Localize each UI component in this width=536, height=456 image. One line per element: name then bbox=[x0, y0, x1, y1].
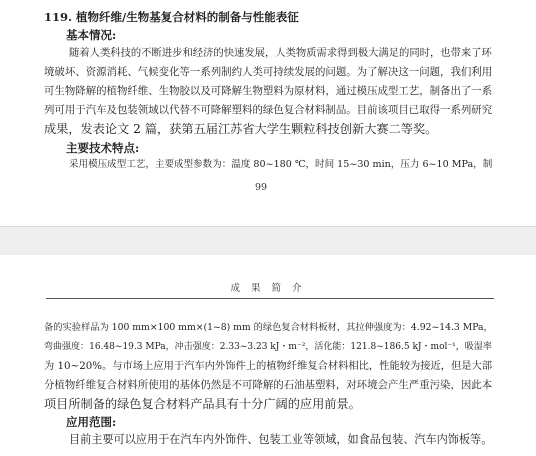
paragraph-line: 随着人类科技的不断进步和经济的快速发展，人类物质需求得到极大满足的同时，也带来了环 bbox=[69, 47, 492, 59]
document-page-bottom bbox=[0, 255, 536, 456]
paragraph-line: 备的实验样品为 100 mm×100 mm×(1~8) mm 的绿色复合材料板材，其拉伸强度为：4.92~14.3 MPa， bbox=[44, 322, 493, 333]
tech-features-heading: 主要技术特点: bbox=[66, 141, 140, 155]
document-page-top bbox=[0, 0, 536, 226]
paragraph-line: 目前主要可以应用于在汽车内外饰件、包装工业等领域，如食品包装、汽车内饰板等。 bbox=[69, 433, 493, 446]
application-heading: 应用范围: bbox=[66, 415, 117, 429]
basic-info-heading: 基本情况: bbox=[66, 28, 117, 42]
running-header: 成 果 简 介 bbox=[230, 283, 306, 294]
paragraph-line: 为 10~20%。与市场上应用于汽车内外饰件上的植物纤维复合材料相比，性能较为接近，但是大部 bbox=[44, 360, 493, 372]
paragraph-line: 分植物纤维复合材料所使用的基体仍然是不可降解的石油基塑料，对环境会产生严重污染，因此本 bbox=[44, 379, 493, 391]
page-number: 99 bbox=[255, 182, 268, 193]
paragraph-line: 采用模压成型工艺，主要成型参数为：温度 80~180 ℃，时间 15~30 min，压力 6~10 MPa，制 bbox=[69, 159, 493, 170]
paragraph-line: 项目所制备的绿色复合材料产品具有十分广阔的应用前景。 bbox=[44, 397, 361, 411]
paragraph-line: 列可用于汽车及包装领域以代替不可降解塑料的绿色复合材料制品。目前该项目已取得一系列研究 bbox=[44, 104, 493, 116]
page-gap bbox=[0, 226, 536, 256]
section-title: 119. 植物纤维/生物基复合材料的制备与性能表征 bbox=[44, 10, 299, 24]
paragraph-line: 境破坏、资源消耗、气候变化等一系列制约人类可持续发展的问题。为了解决这一问题，我们利用 bbox=[44, 66, 493, 78]
paragraph-line: 成果，发表论文 2 篇，获第五届江苏省大学生颗粒科技创新大赛二等奖。 bbox=[44, 122, 438, 136]
paragraph-line: 弯曲强度：16.48~19.3 MPa，冲击强度：2.33~3.23 kJ・m⁻²，活化能：121.8~186.5 kJ・mol⁻¹，吸湿率 bbox=[44, 342, 492, 352]
paragraph-line: 可生物降解的植物纤维、生物胶以及可降解生物塑料为原材料，通过模压成型工艺，制备出了一系 bbox=[44, 85, 493, 97]
header-rule bbox=[46, 298, 494, 299]
